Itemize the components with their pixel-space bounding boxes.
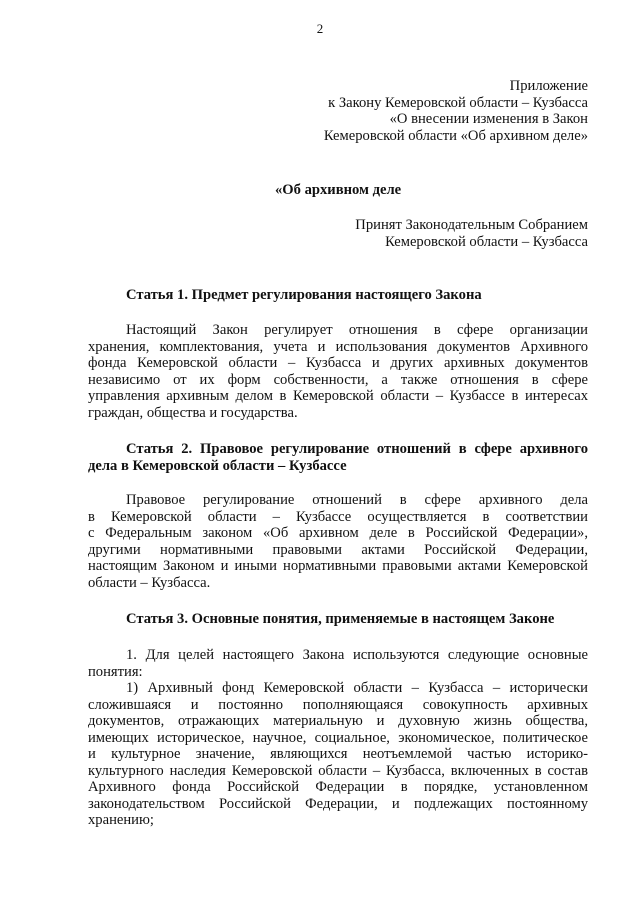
article-3-item-1	[88, 680, 588, 829]
article-3-intro	[88, 647, 588, 680]
article-3-heading: Статья 3. Основные понятия, применяемые в настоящем Законе	[126, 611, 555, 627]
text-line: с Федеральным законом «Об архивном деле в Российской Федерации»,	[88, 525, 588, 541]
article-2-body	[88, 492, 588, 591]
law-title: «Об архивном деле	[275, 182, 402, 198]
text-line: и культурное значение, являющихся неотъемлемой частью историко-	[88, 746, 588, 762]
page-number: 2	[316, 21, 324, 36]
article-2-heading: Статья 2. Правовое регулирование отношений в сфере архивного дела в Кемеровской области – Кузбассе	[88, 441, 588, 474]
appendix-line: к Закону Кемеровской области – Кузбасса	[328, 94, 588, 111]
text-line: настоящим Законом и иными нормативными правовыми актами Кемеровской	[88, 558, 588, 574]
adopted-line: Принят Законодательным Собранием	[355, 217, 588, 233]
adopted-line: Кемеровской области – Кузбасса	[385, 233, 588, 250]
article-1-body	[88, 322, 588, 421]
text-line: законодательством Российской Федерации, и подлежащих постоянному	[88, 795, 588, 812]
text-line: в Кемеровской области – Кузбассе осуществляется в соответствии	[88, 508, 588, 525]
text-line: Настоящий Закон регулирует отношения в сфере организации	[126, 322, 588, 338]
text-line: 1) Архивный фонд Кемеровской области – Кузбасса – исторически	[126, 680, 588, 696]
article-1-heading: Статья 1. Предмет регулирования настоящего Закона	[126, 287, 482, 303]
text-line: культурного наследия Кемеровской области – Кузбасса, включенных в состав	[88, 762, 588, 779]
text-line: Архивного фонда Российской Федерации в порядке, установленном	[88, 779, 588, 795]
appendix-line: Кемеровской области «Об архивном деле»	[323, 127, 588, 144]
adopted-block	[355, 217, 588, 250]
text-line: фонда Кемеровской области – Кузбасса и других архивных документов	[88, 355, 588, 371]
text-line: хранения, комплектования, учета и использования документов Архивного	[88, 338, 588, 355]
appendix-line: «О внесении изменения в Закон	[389, 111, 588, 127]
text-line: имеющих историческое, научное, социальное, экономическое, политическое	[88, 729, 588, 746]
text-line: другими нормативными правовыми актами Российской Федерации,	[88, 541, 588, 558]
appendix-line: Приложение	[509, 78, 588, 94]
text-line: хранению;	[88, 812, 154, 828]
text-line: управления архивным делом в Кемеровской области – Кузбассе в интересах	[88, 388, 588, 404]
appendix-block	[324, 78, 588, 144]
text-line: сложившаяся и постоянно пополняющаяся совокупность архивных	[88, 696, 588, 713]
text-line: 1. Для целей настоящего Закона используются следующие основные	[126, 647, 588, 663]
text-line: области – Кузбасса.	[88, 574, 211, 591]
text-line: независимо от их форм собственности, а также отношения в сфере	[88, 371, 588, 388]
text-line: понятия:	[88, 663, 143, 680]
text-line: документов, отражающих материальную и духовную жизнь общества,	[88, 713, 588, 729]
text-line: Правовое регулирование отношений в сфере архивного дела	[126, 492, 588, 508]
text-line: граждан, общества и государства.	[88, 404, 298, 421]
